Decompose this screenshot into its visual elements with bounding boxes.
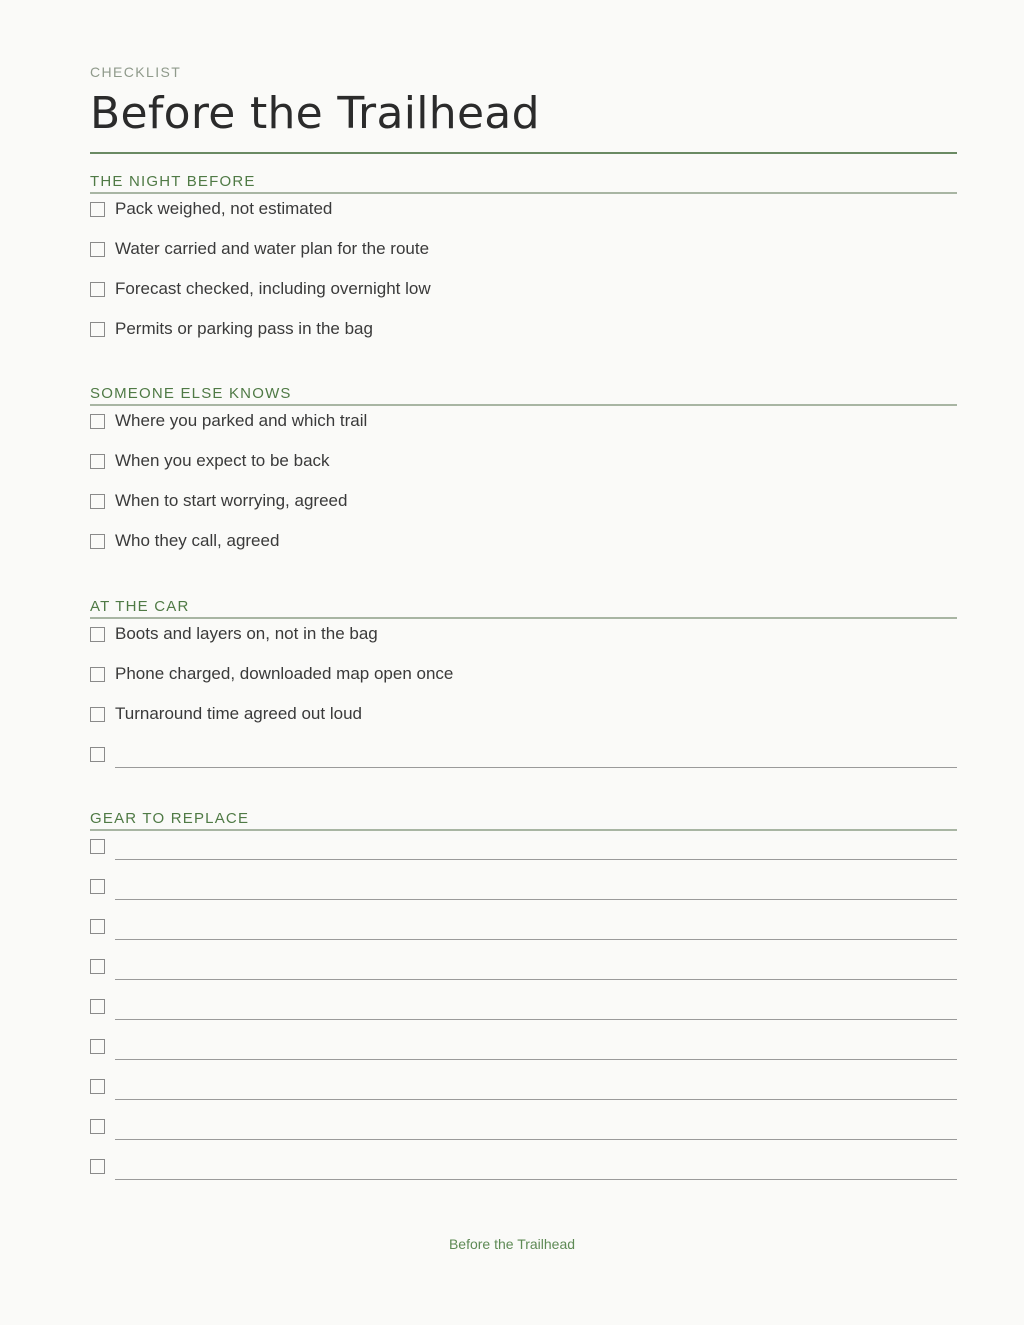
checklist-item-label: Phone charged, downloaded map open once [115, 664, 454, 683]
empty-checkbox-icon[interactable] [90, 747, 105, 762]
empty-checkbox-icon[interactable] [90, 202, 105, 217]
write-in-line[interactable] [115, 1139, 957, 1140]
checklist-item-label: When you expect to be back [115, 451, 330, 470]
checklist-item-label: Where you parked and which trail [115, 411, 368, 430]
section-someone-else-knows [90, 382, 957, 566]
blank-checklist-item [90, 1151, 957, 1191]
write-in-line[interactable] [115, 1059, 957, 1060]
write-in-line[interactable] [115, 767, 957, 768]
section-heading [90, 595, 957, 619]
empty-checkbox-icon[interactable] [90, 282, 105, 297]
empty-checkbox-icon[interactable] [90, 534, 105, 549]
checklist-item-label: Forecast checked, including overnight low [115, 279, 431, 298]
empty-checkbox-icon[interactable] [90, 414, 105, 429]
checklist-items [90, 619, 957, 779]
write-in-line[interactable] [115, 1179, 957, 1180]
empty-checkbox-icon[interactable] [90, 454, 105, 469]
checklist-items [90, 194, 957, 354]
section-heading [90, 382, 957, 406]
checklist-item-label: Who they call, agreed [115, 531, 280, 550]
write-in-line[interactable] [115, 939, 957, 940]
empty-checkbox-icon[interactable] [90, 959, 105, 974]
section-gear-to-replace [90, 807, 957, 1191]
section-at-the-car [90, 595, 957, 779]
checklist-item [90, 274, 957, 314]
write-in-line[interactable] [115, 899, 957, 900]
empty-checkbox-icon[interactable] [90, 879, 105, 894]
empty-checkbox-icon[interactable] [90, 494, 105, 509]
checklist-item [90, 406, 957, 446]
checklist-item [90, 659, 957, 699]
checklist-item-label: Permits or parking pass in the bag [115, 319, 373, 338]
section-heading-text: SOMEONE ELSE KNOWS [90, 385, 292, 402]
empty-checkbox-icon[interactable] [90, 667, 105, 682]
write-in-line[interactable] [115, 859, 957, 860]
checklist-items [90, 831, 957, 1191]
empty-checkbox-icon[interactable] [90, 1119, 105, 1134]
empty-checkbox-icon[interactable] [90, 242, 105, 257]
eyebrow-label: CHECKLIST [90, 64, 182, 80]
checklist-item-label: Pack weighed, not estimated [115, 199, 333, 218]
page-title: Before the Trailhead [90, 88, 540, 139]
blank-checklist-item [90, 871, 957, 911]
write-in-line[interactable] [115, 979, 957, 980]
checklist-item [90, 446, 957, 486]
empty-checkbox-icon[interactable] [90, 1079, 105, 1094]
empty-checkbox-icon[interactable] [90, 999, 105, 1014]
empty-checkbox-icon[interactable] [90, 919, 105, 934]
section-heading [90, 807, 957, 831]
page-footer: Before the Trailhead [448, 1236, 576, 1252]
checklist-item [90, 619, 957, 659]
checklist-items [90, 406, 957, 566]
checklist-item-label: When to start worrying, agreed [115, 491, 348, 510]
write-in-line[interactable] [115, 1099, 957, 1100]
empty-checkbox-icon[interactable] [90, 322, 105, 337]
empty-checkbox-icon[interactable] [90, 1159, 105, 1174]
blank-checklist-item [90, 739, 957, 779]
checklist-item [90, 314, 957, 354]
checklist-item [90, 486, 957, 526]
title-divider [90, 152, 957, 154]
empty-checkbox-icon[interactable] [90, 839, 105, 854]
write-in-line[interactable] [115, 1019, 957, 1020]
empty-checkbox-icon[interactable] [90, 1039, 105, 1054]
empty-checkbox-icon[interactable] [90, 627, 105, 642]
empty-checkbox-icon[interactable] [90, 707, 105, 722]
checklist-item [90, 194, 957, 234]
checklist-item [90, 699, 957, 739]
checklist-item-label: Boots and layers on, not in the bag [115, 624, 378, 643]
blank-checklist-item [90, 991, 957, 1031]
checklist-item-label: Water carried and water plan for the route [115, 239, 430, 258]
blank-checklist-item [90, 951, 957, 991]
blank-checklist-item [90, 1071, 957, 1111]
section-heading [90, 170, 957, 194]
checklist-item [90, 234, 957, 274]
section-heading-text: THE NIGHT BEFORE [90, 173, 256, 190]
checklist-item-label: Turnaround time agreed out loud [115, 704, 362, 723]
section-heading-text: GEAR TO REPLACE [90, 810, 250, 827]
section-night-before [90, 170, 957, 354]
blank-checklist-item [90, 911, 957, 951]
checklist-item [90, 526, 957, 566]
blank-checklist-item [90, 1111, 957, 1151]
section-heading-text: AT THE CAR [90, 598, 190, 615]
blank-checklist-item [90, 831, 957, 871]
blank-checklist-item [90, 1031, 957, 1071]
